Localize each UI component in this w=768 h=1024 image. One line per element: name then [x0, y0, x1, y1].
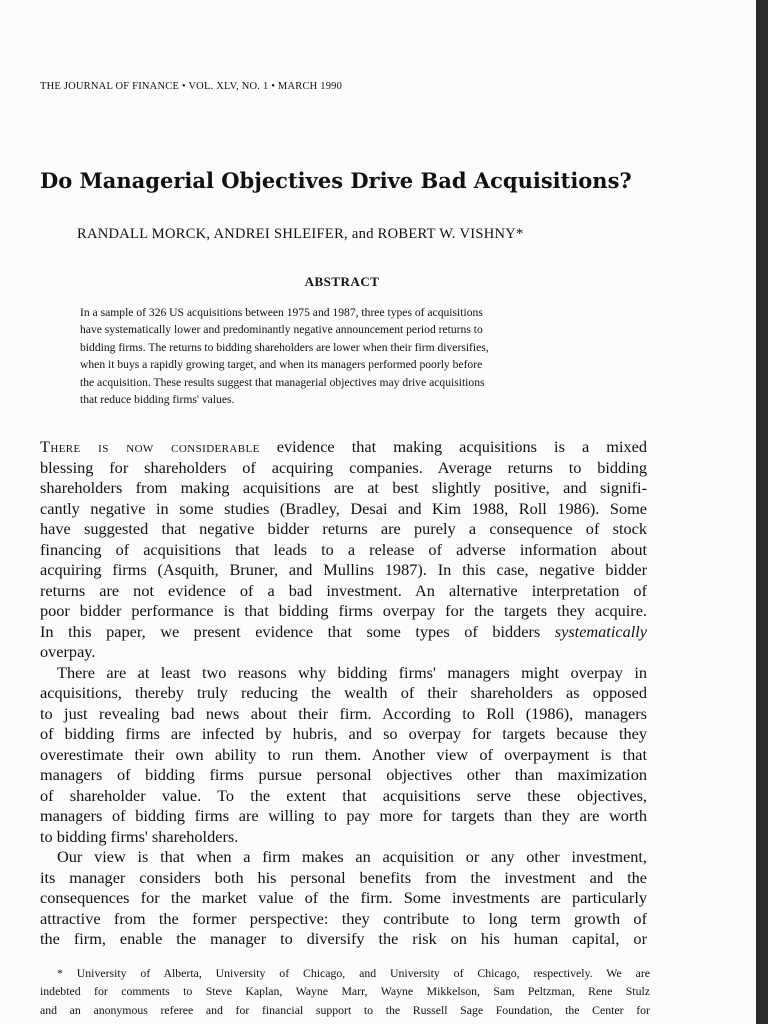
body-line-rest: evidence that making acquisitions is a mixed [259, 437, 648, 456]
body-line: managers of bidding firms pursue personal objectives other than maximization [40, 765, 647, 784]
body-line: acquiring firms (Asquith, Bruner, and Mullins 1987). In this case, negative bidder [40, 560, 647, 579]
abstract-heading: ABSTRACT [304, 274, 380, 289]
footnote-line: and an anonymous referee and for financial support to the Russell Sage Foundation, the Center for [40, 1002, 650, 1017]
body-line: overestimate their own ability to run them. Another view of overpayment is that [40, 744, 647, 764]
body-line: Our view is that when a firm makes an acquisition or any other investment, [57, 847, 647, 866]
scan-edge [756, 0, 768, 1024]
footnote-line: * University of Alberta, University of Chicago, and University of Chicago, respectively. We are [57, 966, 650, 980]
body-line-start: In this paper, we present evidence that some types of bidders [40, 621, 555, 641]
paper-title: Do Managerial Objectives Drive Bad Acquisitions? [40, 168, 632, 193]
body-line: its manager considers both his personal benefits from the investment and the [40, 867, 647, 887]
body-line: have suggested that negative bidder returns are purely a consequence of stock [40, 519, 647, 538]
body-line: financing of acquisitions that leads to a release of adverse information about [40, 539, 647, 559]
body-line: of bidding firms are infected by hubris, and so overpay for targets because they [40, 724, 647, 743]
abstract-line: that reduce bidding firms' values. [80, 393, 235, 407]
body-line: managers of bidding firms are willing to pay more for targets than they are worth [40, 806, 647, 825]
abstract-line: have systematically lower and predominantly negative announcement period returns to [80, 323, 483, 337]
abstract-line: when it buys a rapidly growing target, and when its managers performed poorly before [80, 358, 483, 372]
body-line: poor bidder performance is that bidding firms overpay for the targets they acquire. [40, 601, 647, 620]
body-line: There are at least two reasons why bidding firms' managers might overpay in [57, 662, 647, 682]
footnote-line: indebted for comments to Steve Kaplan, Wayne Marr, Wayne Mikkelson, Sam Peltzman, Rene Stulz [40, 984, 650, 999]
footnote [40, 964, 650, 1019]
body-line: acquisitions, thereby truly reducing the wealth of their shareholders as opposed [40, 683, 647, 702]
emphasis-systematically: systematically [554, 621, 647, 641]
author-list: RANDALL MORCK, ANDREI SHLEIFER, and ROBERT W. VISHNY* [77, 226, 524, 242]
body-line [40, 622, 647, 643]
body-line: shareholders from making acquisitions are at best slightly positive, and signifi- [40, 478, 647, 497]
body-line: to bidding firms' shareholders. [40, 826, 239, 846]
body-line: to just revealing bad news about their firm. According to Roll (1986), managers [40, 703, 647, 723]
body-line: the firm, enable the manager to diversify the risk on his human capital, or [40, 929, 647, 948]
abstract-line: bidding firms. The returns to bidding shareholders are lower when their firm diversifies, [80, 340, 489, 354]
abstract-body [80, 304, 610, 408]
lead-in-small-caps: There is now considerable [40, 437, 260, 456]
body-text [40, 437, 647, 950]
body-line: returns are not evidence of a bad investment. An alternative interpretation of [40, 580, 647, 600]
abstract-line: In a sample of 326 US acquisitions between 1975 and 1987, three types of acquisitions [80, 306, 483, 319]
body-line: consequences for the market value of the firm. Some investments are particularly [40, 888, 647, 907]
body-line [40, 437, 647, 458]
abstract-line: the acquisition. These results suggest that managerial objectives may drive acquisitions [80, 375, 485, 389]
body-line: blessing for shareholders of acquiring companies. Average returns to bidding [40, 457, 647, 477]
body-line: overpay. [40, 642, 96, 661]
body-line: attractive from the former perspective: they contribute to long term growth of [40, 908, 647, 928]
body-line: of shareholder value. To the extent that acquisitions serve these objectives, [40, 785, 647, 805]
journal-header: THE JOURNAL OF FINANCE • VOL. XLV, NO. 1 • MARCH 1990 [40, 81, 343, 92]
body-line: cantly negative in some studies (Bradley, Desai and Kim 1988, Roll 1986). Some [40, 498, 647, 518]
